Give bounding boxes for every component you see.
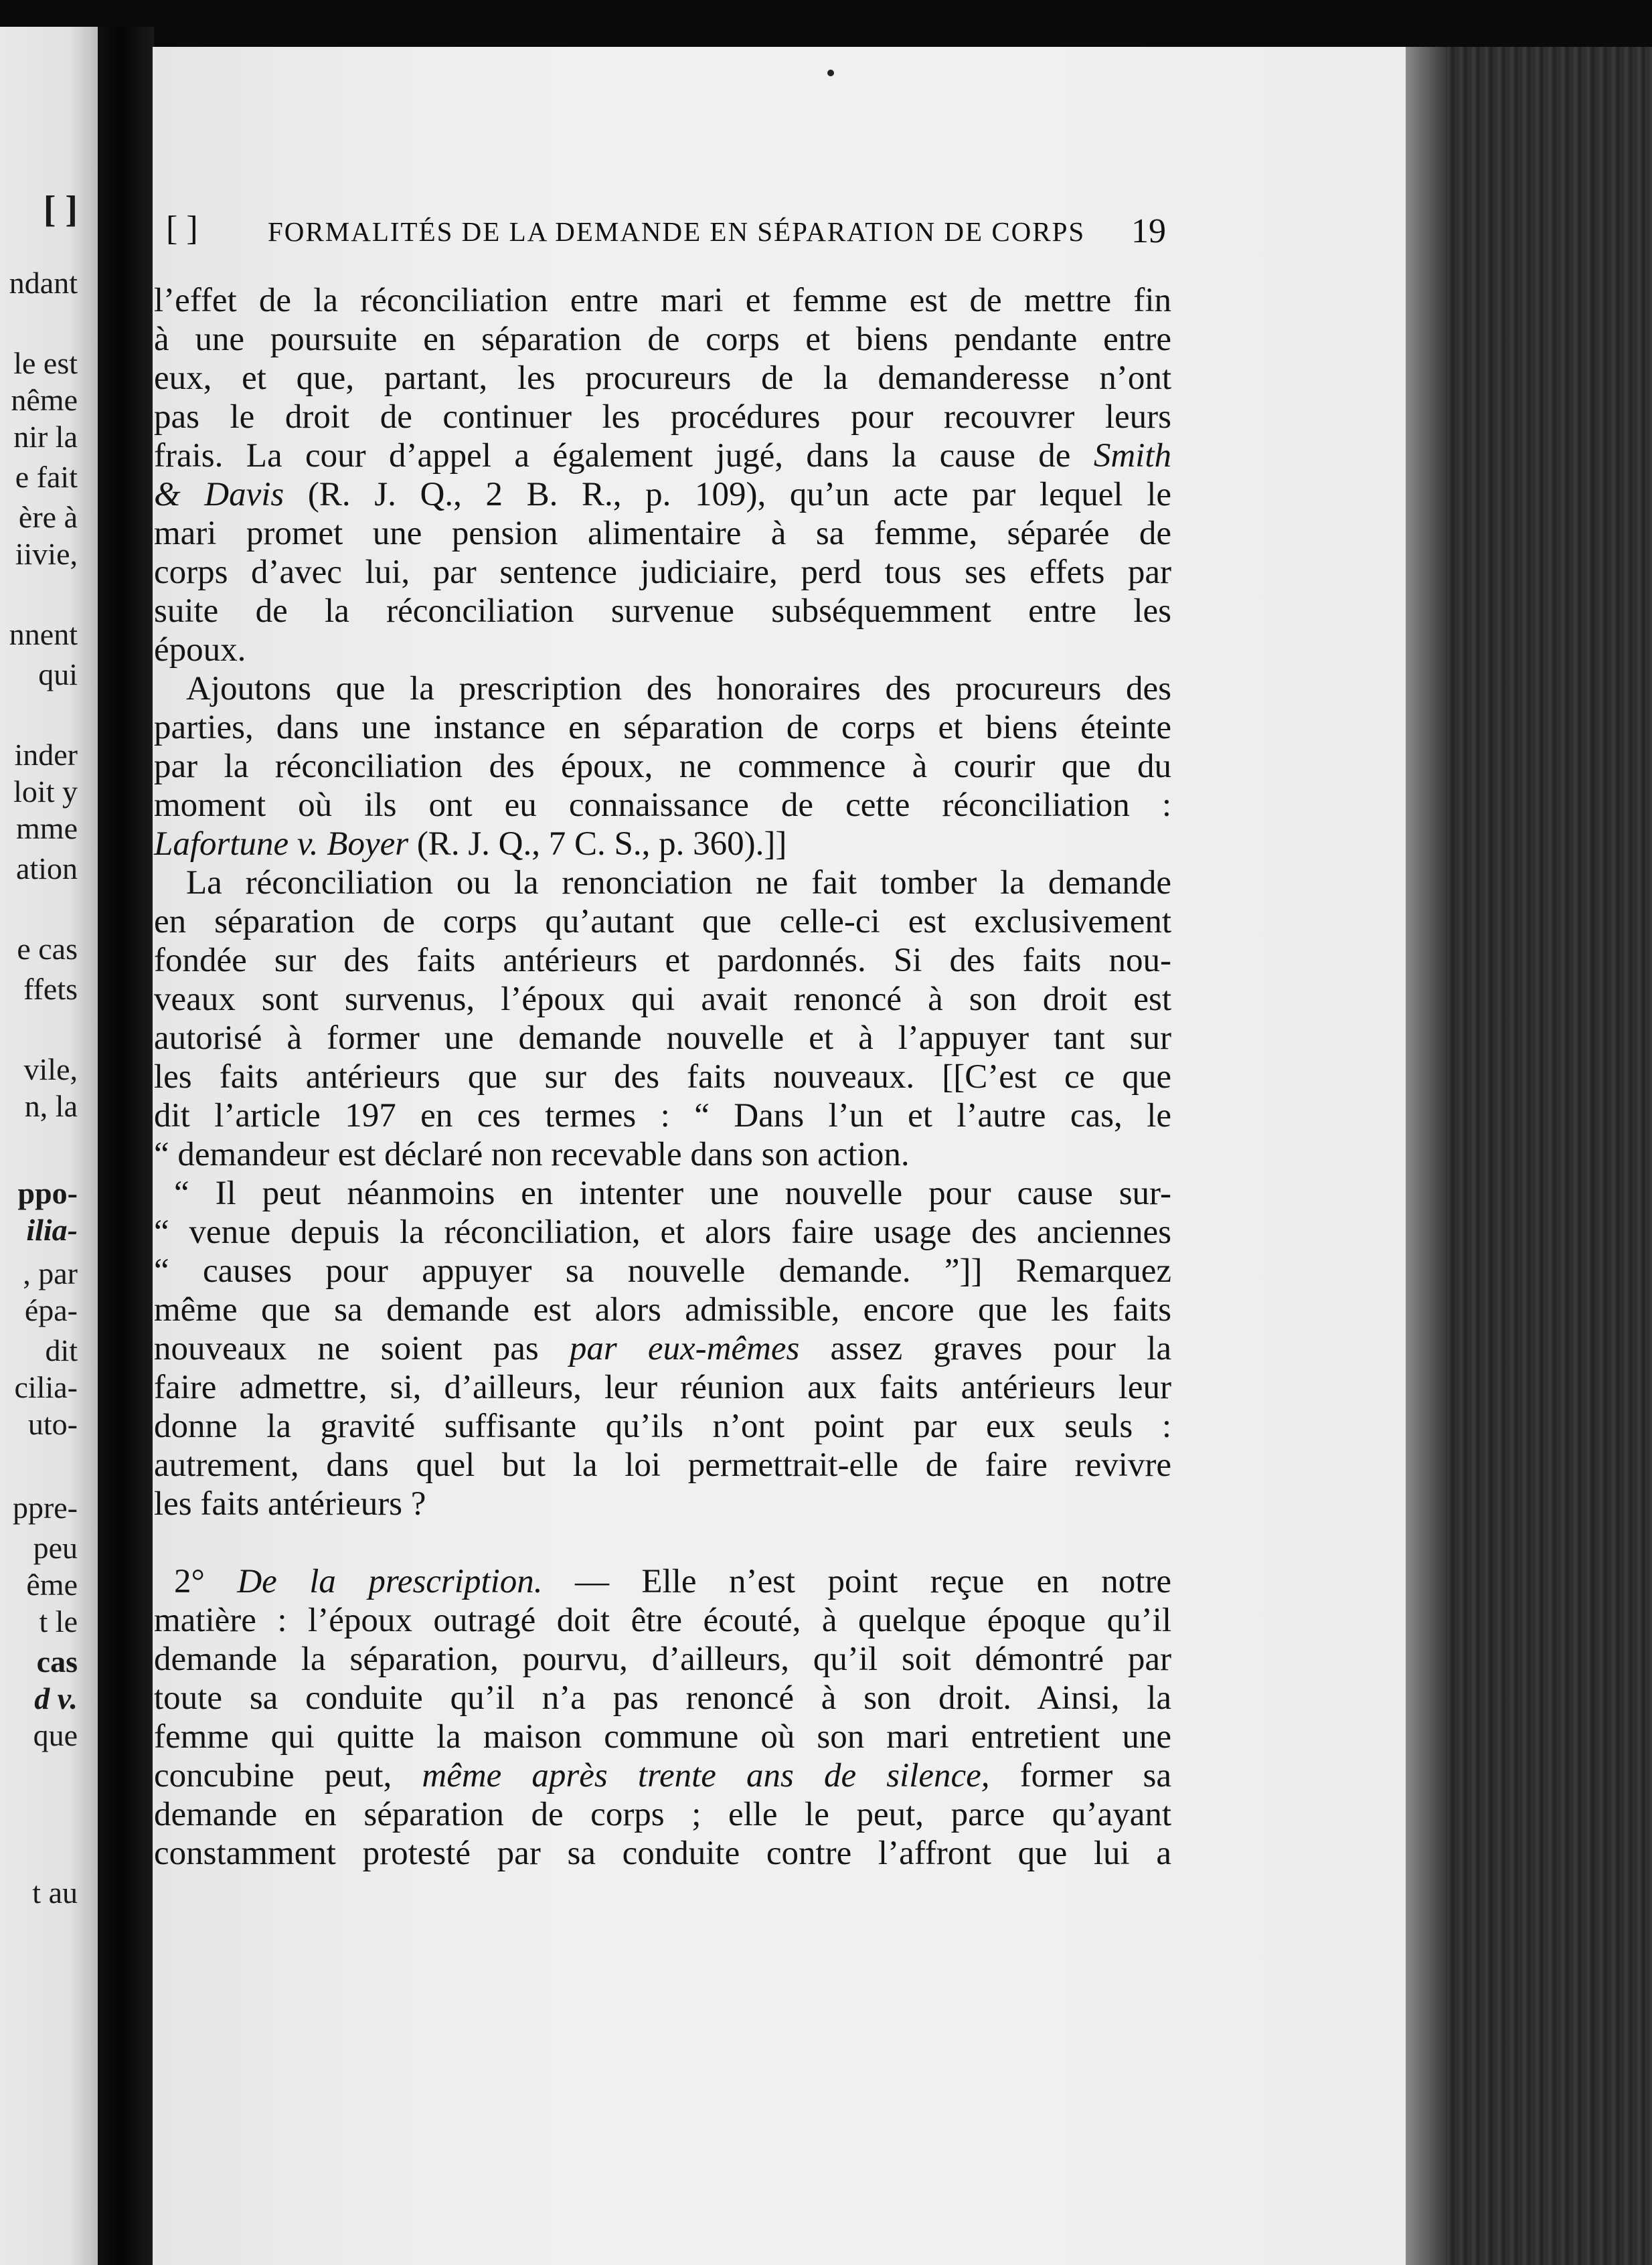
previous-page-fragment: ême xyxy=(26,1568,78,1602)
emphasis-par-eux-memes: par eux-mêmes xyxy=(569,1330,800,1367)
previous-page-fragment: iivie, xyxy=(15,537,78,571)
case-name-davis: & Davis xyxy=(154,476,284,513)
paragraph xyxy=(154,669,1171,863)
case-name-smith: Smith xyxy=(1093,437,1172,475)
case-name-lafortune: Lafortune v. Boyer xyxy=(154,825,409,863)
text-line: La réconciliation ou la renonciation ne fait tomber la demande xyxy=(186,864,1171,902)
text-line: demande la séparation, pourvu, d’ailleurs, qu’il soit démontré par xyxy=(154,1641,1171,1678)
text-line: toute sa conduite qu’il n’a pas renoncé à son droit. Ainsi, la xyxy=(154,1679,1171,1717)
text-line: veaux sont survenus, l’époux qui avait renoncé à son droit est xyxy=(154,981,1171,1018)
paragraph xyxy=(154,863,1171,1174)
previous-page-fragment: uto- xyxy=(27,1407,78,1441)
text-line: corps d’avec lui, par sentence judiciaire, perd tous ses effets par xyxy=(154,554,1171,591)
section-heading-prescription: De la prescription. xyxy=(237,1563,543,1600)
text-line: “ Il peut néanmoins en intenter une nouvelle pour cause sur- xyxy=(174,1175,1171,1212)
page-stack-edges xyxy=(1406,47,1652,2265)
previous-page-fragment: inder xyxy=(14,738,78,772)
text-line: les faits antérieurs ? xyxy=(154,1485,426,1523)
previous-page-fragment: qui xyxy=(38,657,78,691)
text-line: frais. La cour d’appel a également jugé, dans la cause de Smith xyxy=(154,437,1172,475)
previous-page-fragment: ffets xyxy=(23,972,78,1006)
scan-speck xyxy=(827,70,834,76)
paragraph-gap xyxy=(154,1523,1171,1562)
text-line: à une poursuite en séparation de corps et biens pendante entre xyxy=(154,321,1171,358)
text-line: autrement, dans quel but la loi permettrait-elle de faire revivre xyxy=(154,1446,1171,1484)
text-line: l’effet de la réconciliation entre mari et femme est de mettre fin xyxy=(154,282,1171,319)
text-line: les faits antérieurs que sur des faits nouveaux. [[C’est ce que xyxy=(154,1058,1171,1096)
paragraph xyxy=(154,1174,1171,1523)
text-line: demande en séparation de corps ; elle le peut, parce qu’ayant xyxy=(154,1796,1171,1833)
previous-page-fragment: [ ] xyxy=(43,189,78,230)
text-line: femme qui quitte la maison commune où son mari entretient une xyxy=(154,1718,1171,1756)
text-line: époux. xyxy=(154,631,246,669)
page-number: 19 xyxy=(1131,212,1166,250)
previous-page-fragment: nir la xyxy=(13,420,78,454)
previous-page-fragment: e fait xyxy=(15,460,78,494)
previous-page-fragment: t au xyxy=(32,1875,78,1910)
previous-page-fragment: loit y xyxy=(13,774,78,809)
text-line: par la réconciliation des époux, ne commence à courir que du xyxy=(154,748,1171,785)
previous-page-fragment: nnent xyxy=(9,617,78,651)
previous-page-fragment: dit xyxy=(45,1333,78,1367)
paragraph xyxy=(154,281,1171,669)
previous-page-fragment: ère à xyxy=(18,500,78,534)
previous-page-fragments xyxy=(0,0,87,2265)
previous-page-fragment: ppre- xyxy=(12,1491,78,1525)
previous-page-fragment: ndant xyxy=(9,266,78,300)
previous-page-fragment: ppo- xyxy=(17,1176,78,1210)
text-line: Ajoutons que la prescription des honoraires des procureurs des xyxy=(186,670,1171,707)
text-line: mari promet une pension alimentaire à sa femme, séparée de xyxy=(154,515,1171,552)
scan-top-border xyxy=(0,0,1652,47)
previous-page-fragment: que xyxy=(33,1718,78,1752)
paragraph xyxy=(154,1562,1171,1873)
text-line: constamment protesté par sa conduite contre l’affront que lui a xyxy=(154,1835,1171,1872)
text-line: concubine peut, même après trente ans de silence, former sa xyxy=(154,1757,1171,1794)
text-line: “ causes pour appuyer sa nouvelle demande. ”]] Remarquez xyxy=(154,1252,1171,1290)
previous-page-fragment: le est xyxy=(13,346,78,380)
body-text xyxy=(154,281,1171,1873)
text-line: nouveaux ne soient pas par eux-mêmes assez graves pour la xyxy=(154,1330,1172,1367)
previous-page-fragment: cilia- xyxy=(14,1370,78,1404)
previous-page-fragment: , par xyxy=(23,1256,78,1290)
previous-page-fragment: mme xyxy=(16,811,78,845)
previous-page-fragment: t le xyxy=(39,1604,78,1639)
previous-page-fragment: e cas xyxy=(17,932,78,966)
previous-page-fragment: ilia- xyxy=(26,1213,78,1247)
text-line: parties, dans une instance en séparation de corps et biens éteinte xyxy=(154,709,1171,746)
text-line: “ venue depuis la réconciliation, et alors faire usage des anciennes xyxy=(154,1213,1171,1251)
previous-page-fragment: vile, xyxy=(23,1052,78,1086)
book-gutter xyxy=(98,27,154,2265)
text-line: moment où ils ont eu connaissance de cette réconciliation : xyxy=(154,786,1171,824)
text-line: 2° De la prescription. — Elle n’est point reçue en notre xyxy=(174,1563,1171,1600)
text-line: suite de la réconciliation survenue subséquemment entre les xyxy=(154,592,1171,630)
emphasis-trente-ans: même après trente ans de silence, xyxy=(422,1757,990,1794)
previous-page-fragment: cas xyxy=(36,1645,78,1679)
text-line: Lafortune v. Boyer (R. J. Q., 7 C. S., p. 360).]] xyxy=(154,825,787,863)
previous-page-fragment: épa- xyxy=(24,1293,78,1327)
text-line: donne la gravité suffisante qu’ils n’ont point par eux seuls : xyxy=(154,1408,1171,1445)
previous-page-fragment: ation xyxy=(16,851,78,886)
text-line: pas le droit de continuer les procédures pour recouvrer leurs xyxy=(154,398,1171,436)
text-line: même que sa demande est alors admissible, encore que les faits xyxy=(154,1291,1171,1329)
previous-page-fragment: n, la xyxy=(24,1089,78,1123)
text-line: faire admettre, si, d’ailleurs, leur réunion aux faits antérieurs leur xyxy=(154,1369,1171,1406)
text-line: & Davis (R. J. Q., 2 B. R., p. 109), qu’un acte par lequel le xyxy=(154,476,1172,513)
header-bracket: [ ] xyxy=(166,209,198,248)
previous-page-fragment: peu xyxy=(33,1531,78,1565)
text-line: fondée sur des faits antérieurs et pardonnés. Si des faits nou- xyxy=(154,942,1171,979)
previous-page-fragment: d v. xyxy=(34,1681,78,1715)
running-head-title: FORMALITÉS DE LA DEMANDE EN SÉPARATION DE CORPS xyxy=(268,216,1086,247)
text-line: eux, et que, partant, les procureurs de la demanderesse n’ont xyxy=(154,359,1171,397)
text-line: dit l’article 197 en ces termes : “ Dans l’un et l’autre cas, le xyxy=(154,1097,1171,1135)
text-line: “ demandeur est déclaré non recevable dans son action. xyxy=(154,1136,910,1173)
text-line: matière : l’époux outragé doit être écouté, à quelque époque qu’il xyxy=(154,1602,1171,1639)
text-line: autorisé à former une demande nouvelle et à l’appuyer tant sur xyxy=(154,1019,1171,1057)
previous-page-fragment: nême xyxy=(11,383,78,417)
text-line: en séparation de corps qu’autant que celle-ci est exclusivement xyxy=(154,903,1171,940)
